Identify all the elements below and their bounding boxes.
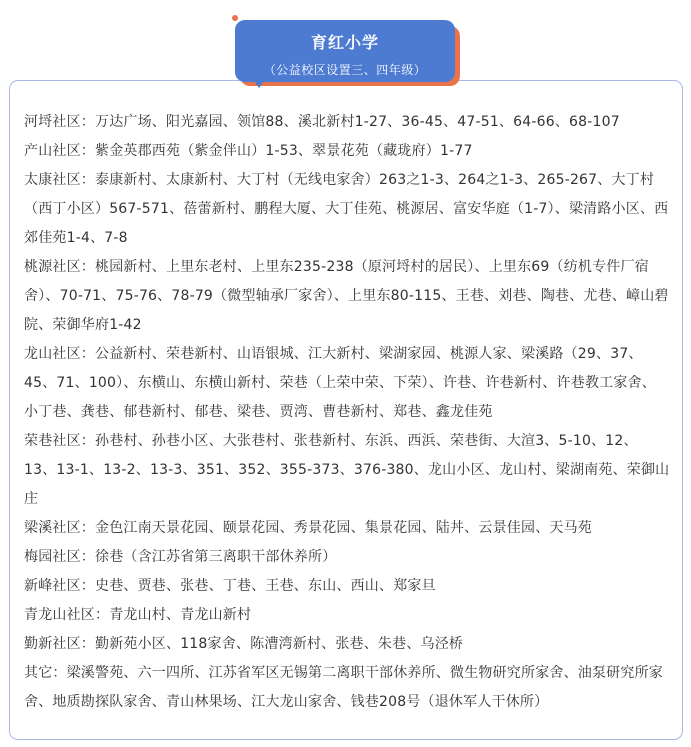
district-entry-other: 其它：梁溪警苑、六一四所、江苏省军区无锡第二离职干部休养所、微生物研究所家舍、油泵研究所家舍、地质勘探队家舍、青山林果场、江大龙山家舍、钱巷208号（退休军人干休所） — [24, 665, 663, 710]
district-entry-taikang: 太康社区：泰康新村、太康新村、大丁村（无线电家舍）263之1-3、264之1-3、265-267、大丁村（西丁小区）567-571、蓓蕾新村、鹏程大厦、大丁佳苑、桃源居、富安华庭（1-7）、梁清路小区、西郊佳苑1-4、7-8 — [24, 172, 669, 246]
school-title: 育红小学 — [310, 33, 379, 52]
district-entry-chanshan: 产山社区：紫金英郡西苑（紫金伴山）1-53、翠景花苑（藏珑府）1-77 — [24, 143, 473, 159]
school-badge — [235, 20, 455, 82]
district-entry-xinfeng: 新峰社区：史巷、贾巷、张巷、丁巷、王巷、东山、西山、郑家旦 — [24, 578, 436, 594]
badge-pointer — [252, 78, 266, 88]
district-entry-liangxi: 梁溪社区：金色江南天景花园、颐景花园、秀景花园、集景花园、陆丼、云景佳园、天马苑 — [24, 520, 592, 536]
district-entry-longshan: 龙山社区：公益新村、荣巷新村、山语银城、江大新村、梁湖家园、桃源人家、梁溪路（29、37、45、71、100）、东横山、东横山新村、荣巷（上荣中荣、下荣）、许巷、许巷新村、许巷教工家舍、小丁巷、龚巷、郁巷新村、郁巷、梁巷、贾湾、曹巷新村、郑巷、鑫龙佳苑 — [24, 346, 656, 420]
district-list — [24, 108, 670, 717]
district-entry-meiyuan: 梅园社区：徐巷（含江苏省第三离职干部休养所） — [24, 549, 337, 565]
district-entry-hele: 河埒社区：万达广场、阳光嘉园、领馆88、溪北新村1-27、36-45、47-51、64-66、68-107 — [24, 114, 620, 130]
school-subtitle: （公益校区设置三、四年级） — [263, 63, 427, 77]
district-entry-qinxin: 勤新社区：勤新苑小区、118家舍、陈漕湾新村、张巷、朱巷、乌泾桥 — [24, 636, 464, 652]
district-entry-taoyuan: 桃源社区：桃园新村、上里东老村、上里东235-238（原河埒村的居民）、上里东69（纺机专件厂宿舍）、70-71、75-76、78-79（微型轴承厂家舍）、上里东80-115、王巷、刘巷、陶巷、尤巷、嶂山碧院、荣御华府1-42 — [24, 259, 669, 333]
district-entry-qinglongshan: 青龙山社区：青龙山村、青龙山新村 — [24, 607, 252, 623]
district-entry-rongxiang: 荣巷社区：孙巷村、孙巷小区、大张巷村、张巷新村、东浜、西浜、荣巷街、大渲3、5-10、12、13、13-1、13-2、13-3、351、352、355-373、376-380、龙山小区、龙山村、梁湖南苑、荣御山庄 — [24, 433, 670, 507]
decor-dot-orange — [232, 15, 238, 21]
